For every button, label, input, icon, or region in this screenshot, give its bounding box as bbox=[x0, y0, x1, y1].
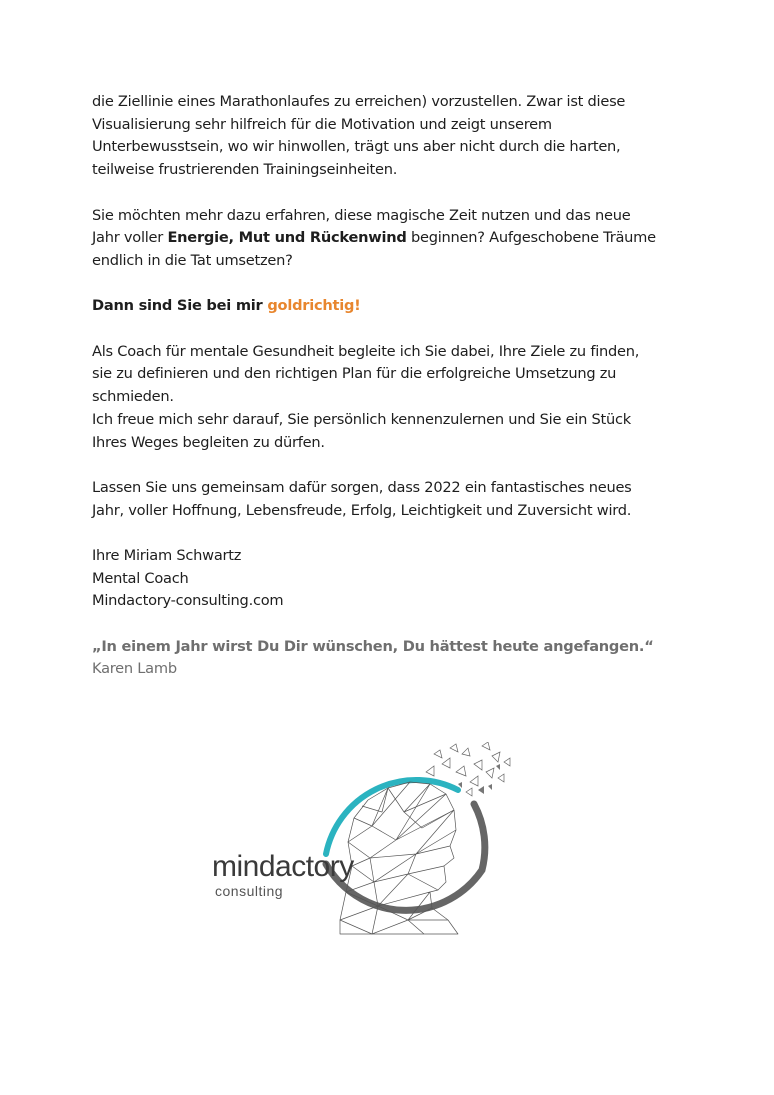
paragraph-closing bbox=[92, 477, 732, 522]
logo-wordmark: mindactory bbox=[212, 850, 354, 883]
text-line bbox=[92, 227, 732, 250]
quote-text: „In einem Jahr wirst Du Dir wünschen, Du hättest heute angefangen.“ bbox=[92, 637, 654, 655]
signature-role: Mental Coach bbox=[92, 569, 189, 587]
signature-name: Ihre Miriam Schwartz bbox=[92, 546, 242, 564]
paragraph-callout bbox=[92, 295, 732, 318]
letter-body bbox=[92, 91, 732, 681]
text-line: Ihres Weges begleiten zu dürfen. bbox=[92, 433, 325, 451]
text-line: Visualisierung sehr hilfreich für die Motivation und zeigt unserem bbox=[92, 115, 552, 133]
text-line: teilweise frustrierenden Trainingseinheiten. bbox=[92, 161, 398, 179]
text-line: schmieden. bbox=[92, 388, 174, 406]
text-line: sie zu definieren und den richtigen Plan für die erfolgreiche Umsetzung zu bbox=[92, 365, 617, 383]
quote-block bbox=[92, 636, 732, 681]
paragraph-invitation bbox=[92, 205, 732, 273]
bold-phrase: Energie, Mut und Rückenwind bbox=[167, 229, 407, 247]
polygon-head-icon bbox=[212, 742, 512, 942]
text-line: die Ziellinie eines Marathonlaufes zu erreichen) vorzustellen. Zwar ist diese bbox=[92, 93, 626, 110]
company-logo bbox=[212, 742, 512, 942]
signature-block bbox=[92, 545, 732, 613]
highlight-word: goldrichtig! bbox=[267, 297, 361, 315]
paragraph-visualization bbox=[92, 91, 732, 182]
text-line: Sie möchten mehr dazu erfahren, diese magische Zeit nutzen und das neue bbox=[92, 206, 631, 224]
signature-website: Mindactory-consulting.com bbox=[92, 592, 284, 610]
text-segment: Dann sind Sie bei mir bbox=[92, 297, 268, 315]
text-segment: beginnen? Aufgeschobene Träume bbox=[406, 229, 656, 247]
text-line: Unterbewusstsein, wo wir hinwollen, trägt uns aber nicht durch die harten, bbox=[92, 138, 621, 156]
paragraph-coaching bbox=[92, 341, 732, 455]
text-line: Jahr, voller Hoffnung, Lebensfreude, Erfolg, Leichtigkeit und Zuversicht wird. bbox=[92, 501, 632, 519]
text-line: endlich in die Tat umsetzen? bbox=[92, 251, 293, 269]
text-segment: Jahr voller bbox=[92, 229, 168, 247]
text-line: Ich freue mich sehr darauf, Sie persönlich kennenzulernen und Sie ein Stück bbox=[92, 410, 631, 428]
text-line: Lassen Sie uns gemeinsam dafür sorgen, dass 2022 ein fantastisches neues bbox=[92, 478, 632, 496]
logo-subtitle: consulting bbox=[215, 883, 284, 899]
text-line: Als Coach für mentale Gesundheit begleite ich Sie dabei, Ihre Ziele zu finden, bbox=[92, 342, 640, 360]
text-line bbox=[92, 295, 732, 318]
quote-author: Karen Lamb bbox=[92, 660, 177, 678]
